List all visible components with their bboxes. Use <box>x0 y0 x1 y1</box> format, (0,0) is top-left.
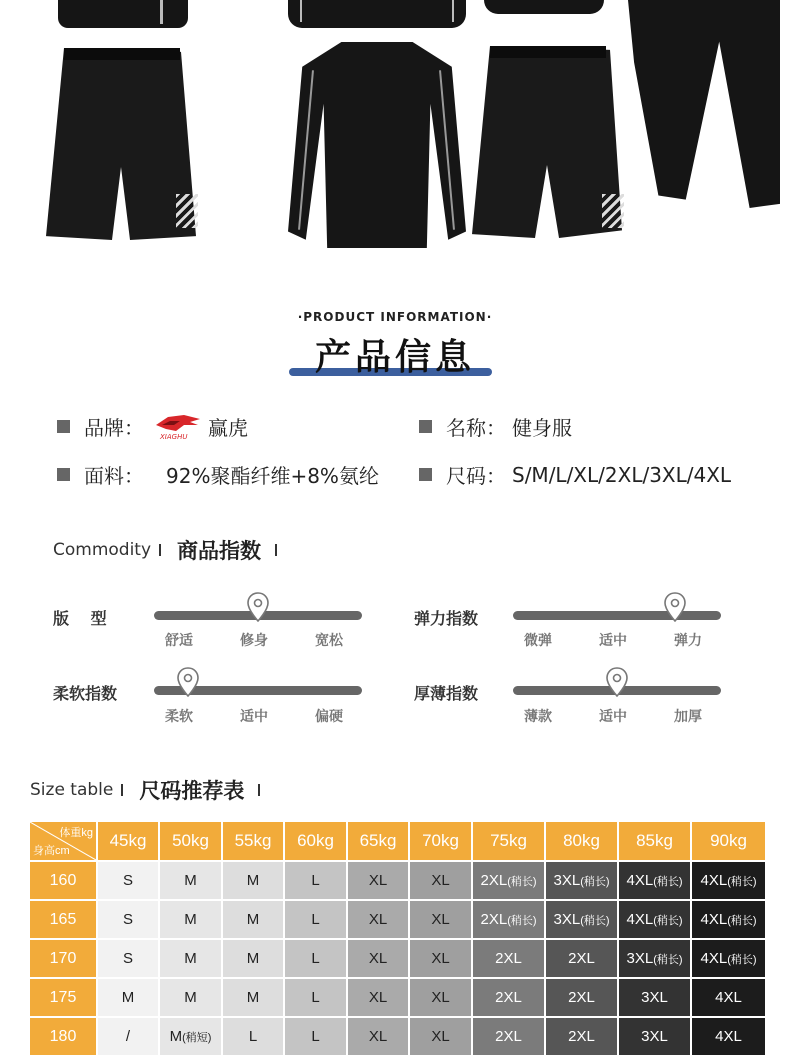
size-cell: 3XL <box>619 1018 690 1055</box>
size-cell: 2XL <box>546 979 617 1016</box>
size-table-header-row <box>30 822 765 860</box>
weight-header-cell: 65kg <box>348 822 408 860</box>
size-cell: 4XL(稍长) <box>692 901 765 938</box>
size-cell: XL <box>348 979 408 1016</box>
index-label-thickness: 厚薄指数 <box>414 684 479 703</box>
size-cell: 2XL(稍长) <box>473 901 544 938</box>
size-cell: L <box>285 940 346 977</box>
product-info-title: 产品信息 <box>314 337 475 378</box>
shorts-stripes-left <box>176 194 198 228</box>
size-cell: 3XL(稍长) <box>619 940 690 977</box>
brand-value: 赢虎 <box>208 416 248 440</box>
tights-image <box>628 0 780 208</box>
commodity-heading-en: Commodity <box>53 540 152 560</box>
size-cell: 2XL <box>473 940 544 977</box>
size-cell: L <box>285 901 346 938</box>
weight-header-cell: 50kg <box>160 822 221 860</box>
size-cell: M <box>223 979 283 1016</box>
size-cell: 2XL <box>473 1018 544 1055</box>
name-value: 健身服 <box>512 416 572 440</box>
size-cell: M <box>160 862 221 899</box>
weight-header-cell: 90kg <box>692 822 765 860</box>
name-key: 名称： <box>446 416 506 440</box>
jacket-image <box>288 0 466 28</box>
index-tick: 柔软 <box>165 709 193 725</box>
size-cell: 4XL <box>692 979 765 1016</box>
table-row <box>30 940 765 977</box>
weight-header-cell: 45kg <box>98 822 158 860</box>
size-cell: 3XL <box>619 979 690 1016</box>
size-note: (稍长) <box>580 876 610 888</box>
size-note: (稍长) <box>653 954 683 966</box>
size-note: (稍长) <box>653 876 683 888</box>
size-cell: M <box>160 979 221 1016</box>
product-photos <box>0 0 790 290</box>
jacket-trim-left <box>300 0 302 22</box>
index-tick: 微弹 <box>524 633 552 649</box>
index-tick: 修身 <box>240 633 268 649</box>
size-note: (稍长) <box>653 915 683 927</box>
size-table-heading <box>30 775 260 805</box>
size-note: (稍长) <box>727 915 757 927</box>
index-tick: 薄款 <box>524 709 552 725</box>
shorts-waistband-left <box>64 48 180 60</box>
index-slider-elasticity <box>513 611 721 620</box>
size-key: 尺码： <box>446 464 506 488</box>
index-tick: 偏硬 <box>315 709 343 725</box>
location-pin-icon <box>177 667 199 697</box>
table-row <box>30 1018 765 1055</box>
size-cell: 4XL(稍长) <box>692 940 765 977</box>
size-table <box>28 820 767 1057</box>
size-cell: XL <box>348 940 408 977</box>
product-info-subtitle: ·PRODUCT INFORMATION· <box>297 310 493 324</box>
tshirt-image <box>58 0 188 28</box>
fabric-value: 92%聚酯纤维+8%氨纶 <box>166 464 379 488</box>
size-cell: M <box>160 901 221 938</box>
heading-divider <box>121 784 123 796</box>
weight-header-cell: 60kg <box>285 822 346 860</box>
index-label-softness: 柔软指数 <box>53 684 118 703</box>
index-tick: 适中 <box>599 633 627 649</box>
square-bullet-icon <box>57 420 70 433</box>
size-cell: XL <box>348 901 408 938</box>
commodity-heading-cn: 商品指数 <box>177 539 262 563</box>
size-cell: M <box>223 901 283 938</box>
size-cell: 2XL <box>473 979 544 1016</box>
height-header-cell: 175 <box>30 979 96 1016</box>
attr-size <box>419 460 731 489</box>
size-note: (稍长) <box>507 876 537 888</box>
fabric-key: 面料： <box>84 464 144 488</box>
size-cell: 3XL(稍长) <box>546 901 617 938</box>
size-cell: XL <box>410 862 471 899</box>
size-cell: M <box>223 862 283 899</box>
weight-header-cell: 85kg <box>619 822 690 860</box>
shorts-stripes-right <box>602 194 624 228</box>
table-row <box>30 862 765 899</box>
weight-header-cell: 75kg <box>473 822 544 860</box>
index-tick: 弹力 <box>674 633 702 649</box>
size-cell: 2XL <box>546 940 617 977</box>
location-pin-icon <box>247 592 269 622</box>
heading-divider <box>258 784 260 796</box>
size-table-heading-en: Size table <box>30 780 114 800</box>
weight-header-cell: 55kg <box>223 822 283 860</box>
index-tick: 适中 <box>240 709 268 725</box>
brand-key: 品牌： <box>84 416 144 440</box>
size-cell: M <box>98 979 158 1016</box>
attr-brand <box>57 412 248 441</box>
size-table-heading-cn: 尺码推荐表 <box>139 779 245 803</box>
size-note: (稍长) <box>727 954 757 966</box>
square-bullet-icon <box>419 468 432 481</box>
tiger-logo-icon <box>154 413 202 441</box>
size-cell: S <box>98 940 158 977</box>
size-value: S/M/L/XL/2XL/3XL/4XL <box>512 462 732 487</box>
size-note: (稍长) <box>580 915 610 927</box>
size-note: (稍长) <box>507 915 537 927</box>
height-header-cell: 180 <box>30 1018 96 1055</box>
heading-divider <box>275 544 277 556</box>
shorts-image-right <box>472 46 622 238</box>
size-table-corner <box>30 822 96 860</box>
weight-header-cell: 80kg <box>546 822 617 860</box>
size-note: (稍短) <box>182 1032 212 1044</box>
size-cell: XL <box>348 1018 408 1055</box>
index-tick: 加厚 <box>674 709 702 725</box>
location-pin-icon <box>664 592 686 622</box>
size-cell: 4XL <box>692 1018 765 1055</box>
size-cell: L <box>223 1018 283 1055</box>
size-cell: L <box>285 979 346 1016</box>
index-tick: 宽松 <box>315 633 343 649</box>
location-pin-icon <box>606 667 628 697</box>
size-cell: 2XL(稍长) <box>473 862 544 899</box>
height-header-cell: 160 <box>30 862 96 899</box>
attr-name <box>419 412 572 441</box>
size-cell: M <box>160 940 221 977</box>
size-cell: S <box>98 862 158 899</box>
size-cell: M(稍短) <box>160 1018 221 1055</box>
height-header-cell: 170 <box>30 940 96 977</box>
commodity-heading <box>53 535 277 565</box>
height-header-cell: 165 <box>30 901 96 938</box>
size-cell: XL <box>410 940 471 977</box>
size-cell: L <box>285 1018 346 1055</box>
size-cell: XL <box>410 901 471 938</box>
attr-fabric <box>57 460 379 489</box>
size-cell: XL <box>410 1018 471 1055</box>
size-cell: / <box>98 1018 158 1055</box>
svg-text:XIAGHU: XIAGHU <box>160 432 188 441</box>
index-label-elasticity: 弹力指数 <box>414 609 479 628</box>
weight-axis-label: 体重kg <box>59 827 93 839</box>
size-note: (稍长) <box>727 876 757 888</box>
size-cell: M <box>223 940 283 977</box>
square-bullet-icon <box>57 468 70 481</box>
size-cell: 4XL(稍长) <box>692 862 765 899</box>
size-cell: L <box>285 862 346 899</box>
table-row <box>30 979 765 1016</box>
index-label-fit: 版 型 <box>53 609 107 628</box>
size-cell: S <box>98 901 158 938</box>
size-cell: XL <box>410 979 471 1016</box>
heading-divider <box>159 544 161 556</box>
size-cell: 2XL <box>546 1018 617 1055</box>
table-row <box>30 901 765 938</box>
shorts-waistband-right <box>490 46 606 58</box>
weight-header-cell: 70kg <box>410 822 471 860</box>
jacket-trim-right <box>452 0 454 22</box>
height-axis-label: 身高cm <box>33 845 70 857</box>
size-cell: 4XL(稍长) <box>619 901 690 938</box>
shorts-image-left <box>46 48 196 240</box>
size-cell: 4XL(稍长) <box>619 862 690 899</box>
tshirt-trim <box>160 0 163 24</box>
index-tick: 适中 <box>599 709 627 725</box>
size-cell: XL <box>348 862 408 899</box>
index-tick: 舒适 <box>165 633 193 649</box>
square-bullet-icon <box>419 420 432 433</box>
vest-image <box>484 0 604 14</box>
size-cell: 3XL(稍长) <box>546 862 617 899</box>
